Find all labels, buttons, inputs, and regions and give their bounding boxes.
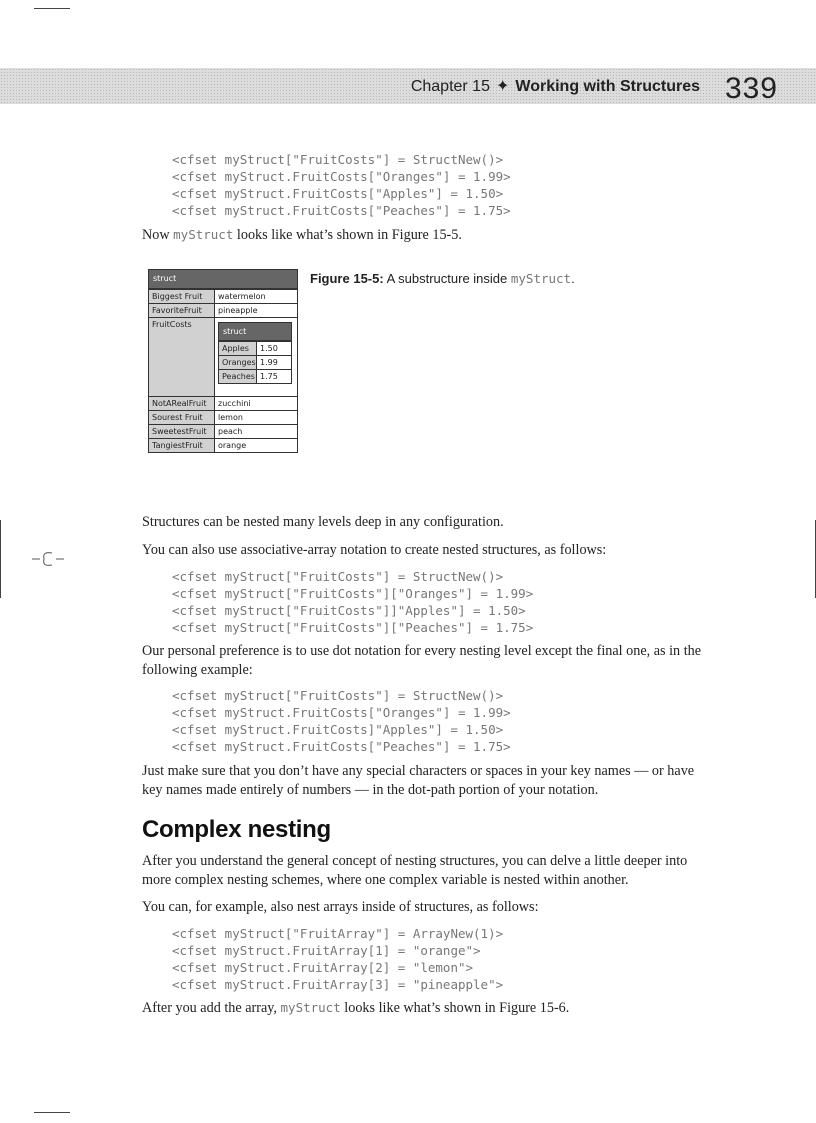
paragraph: You can, for example, also nest arrays inside of structures, as follows: — [142, 899, 539, 915]
nested-key: Peaches — [219, 370, 257, 383]
dump-key: Sourest Fruit — [149, 411, 215, 424]
nested-value: 1.75 — [260, 372, 278, 381]
nested-value: 1.99 — [260, 358, 278, 367]
nested-key: Apples — [219, 342, 257, 355]
dump-row — [149, 289, 297, 303]
dump-key: FavoriteFruit — [149, 304, 215, 317]
text-run: Now — [142, 227, 174, 243]
page-number: 339 — [724, 72, 778, 105]
nested-struct-header: struct — [219, 323, 291, 341]
dump-key: NotARealFruit — [149, 397, 215, 410]
dump-row — [149, 303, 297, 317]
code-line: <cfset myStruct["FruitCosts"]["Oranges"] = 1.99> — [172, 586, 534, 601]
separator-icon: ✦ — [495, 78, 510, 95]
dump-header: struct — [149, 270, 297, 289]
nested-row — [219, 355, 291, 369]
dump-value: watermelon — [215, 290, 297, 303]
text-run: looks like what’s shown in Figure 15-5. — [233, 227, 462, 243]
code-line: <cfset myStruct["FruitArray"] = ArrayNew(1)> — [172, 926, 504, 941]
code-line: <cfset myStruct["FruitCosts"] = StructNew()> — [172, 152, 504, 167]
paragraph: Our personal preference is to use dot notation for every nesting level except the final one, as in the following example: — [142, 643, 702, 678]
paragraph: Structures can be nested many levels deep in any configuration. — [142, 514, 504, 530]
dump-value: zucchini — [215, 397, 297, 410]
dump-value: pineapple — [215, 304, 297, 317]
code-block-1 — [172, 151, 511, 219]
inline-code: myStruct — [510, 271, 572, 286]
dump-key: SweetestFruit — [149, 425, 215, 438]
code-block-3 — [172, 687, 511, 755]
figure-caption — [310, 271, 575, 286]
code-line: <cfset myStruct.FruitCosts["Oranges"] = 1.99> — [172, 705, 511, 720]
dump-row — [149, 424, 297, 438]
dump-row-nested — [149, 317, 297, 396]
nested-value: 1.50 — [260, 344, 278, 353]
code-line: <cfset myStruct.FruitCosts["Peaches"] = 1.75> — [172, 739, 511, 754]
dump-value: lemon — [215, 411, 297, 424]
caption-text: . — [571, 271, 575, 286]
nested-key: Oranges — [219, 356, 257, 369]
code-line: <cfset myStruct.FruitCosts["Oranges"] = 1.99> — [172, 169, 511, 184]
registration-mark-icon — [30, 549, 66, 569]
nested-row — [219, 369, 291, 383]
chapter-title: Working with Structures — [515, 78, 700, 95]
code-line: <cfset myStruct["FruitCosts"] = StructNew()> — [172, 569, 504, 584]
dump-value — [215, 318, 297, 396]
struct-dump-figure — [148, 269, 298, 453]
crop-mark-bottom — [34, 1112, 70, 1113]
paragraph: After you understand the general concept of nesting structures, you can delve a little deeper into more complex nesting schemes, where one complex variable is nested within another. — [142, 853, 688, 888]
dump-row — [149, 410, 297, 424]
inline-code: myStruct — [280, 1000, 341, 1015]
section-heading: Complex nesting — [142, 816, 331, 843]
nested-row — [219, 341, 291, 355]
nested-struct — [218, 322, 292, 384]
crop-mark-top — [34, 8, 70, 9]
code-line: <cfset myStruct.FruitArray[1] = "orange"> — [172, 943, 481, 958]
paragraph — [142, 226, 702, 245]
code-line: <cfset myStruct.FruitArray[3] = "pineapple"> — [172, 977, 504, 992]
chapter-label: Chapter 15 — [410, 78, 490, 95]
dump-row — [149, 396, 297, 410]
dump-value: peach — [215, 425, 297, 438]
code-line: <cfset myStruct["FruitCosts"]]"Apples"] = 1.50> — [172, 603, 526, 618]
text-run: looks like what’s shown in Figure 15-6. — [340, 1000, 570, 1016]
paragraph: Just make sure that you don’t have any special characters or spaces in your key names — or have key names made entirely of numbers — in the dot-path portion of your notation. — [142, 763, 695, 798]
code-block-4 — [172, 925, 503, 993]
running-header — [411, 76, 700, 96]
code-line: <cfset myStruct["FruitCosts"]["Peaches"] = 1.75> — [172, 620, 534, 635]
dump-key: FruitCosts — [149, 318, 215, 396]
dump-key: Biggest Fruit — [149, 290, 215, 303]
paragraph — [142, 999, 702, 1018]
code-line: <cfset myStruct.FruitCosts]"Apples"] = 1.50> — [172, 722, 504, 737]
text-run: After you add the array, — [142, 1000, 281, 1016]
dump-row — [149, 438, 297, 452]
code-line: <cfset myStruct["FruitCosts"] = StructNew()> — [172, 688, 504, 703]
dump-value: orange — [215, 439, 297, 452]
paragraph: You can also use associative-array notation to create nested structures, as follows: — [142, 542, 607, 558]
caption-text: A substructure inside — [383, 271, 511, 286]
dump-key: TangiestFruit — [149, 439, 215, 452]
code-line: <cfset myStruct.FruitCosts["Peaches"] = 1.75> — [172, 203, 511, 218]
code-line: <cfset myStruct.FruitArray[2] = "lemon"> — [172, 960, 474, 975]
side-mark-left — [0, 520, 1, 598]
figure-label: Figure 15-5: — [310, 271, 384, 286]
inline-code: myStruct — [173, 227, 234, 242]
code-line: <cfset myStruct.FruitCosts["Apples"] = 1.50> — [172, 186, 504, 201]
code-block-2 — [172, 568, 533, 636]
